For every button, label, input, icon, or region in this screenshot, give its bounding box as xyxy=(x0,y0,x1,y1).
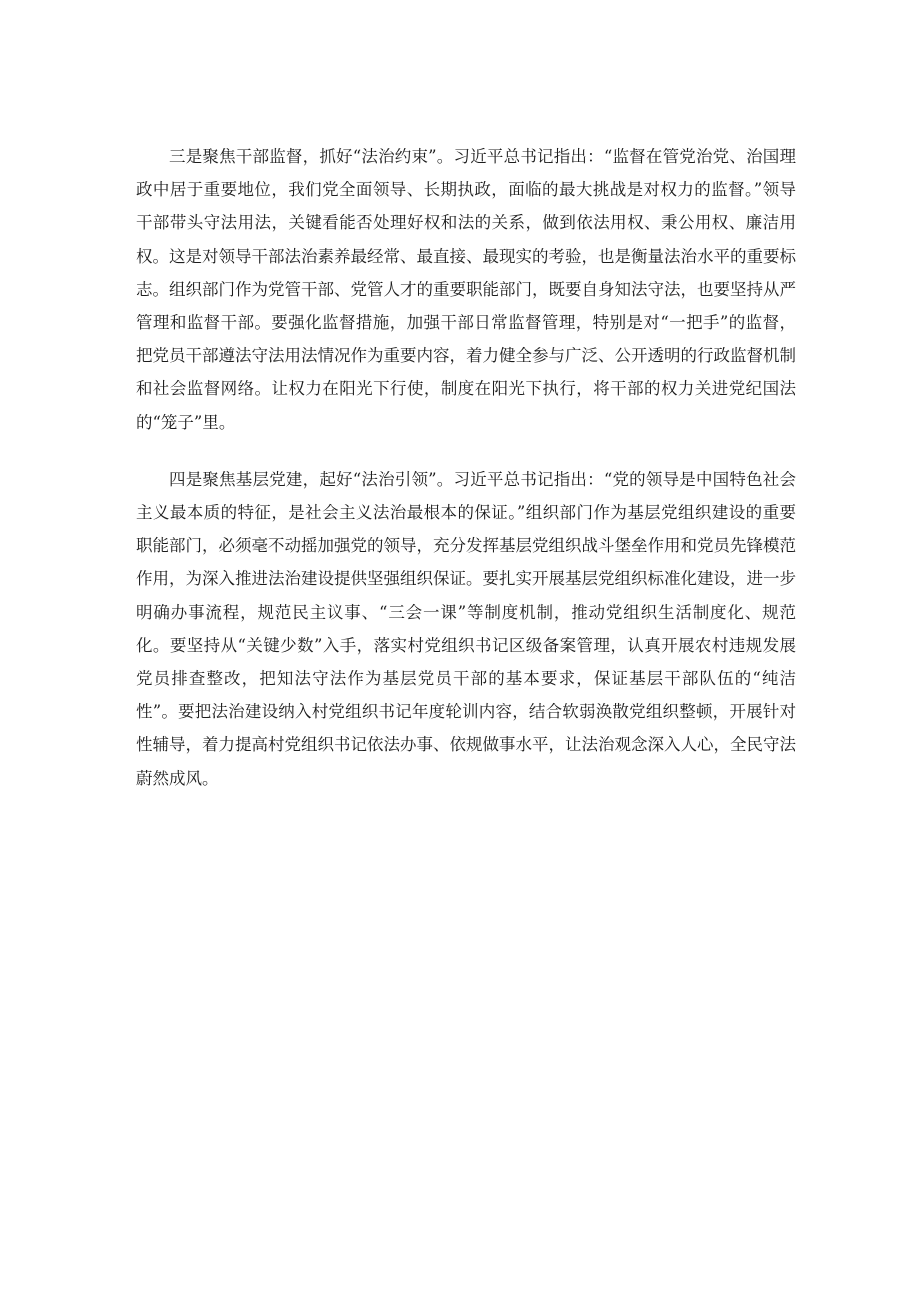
paragraph-grassroots-party-building: 四是聚焦基层党建，起好“法治引领”。习近平总书记指出：“党的领导是中国特色社会主义最本质的特征，是社会主义法治最根本的保证。”组织部门作为基层党组织建设的重要职能部门，必须毫不动摇加强党的领导，充分发挥基层党组织战斗堡垒作用和党员先锋模范作用，为深入推进法治建设提供坚强组织保证。要扎实开展基层党组织标准化建设，进一步明确办事流程，规范民主议事、“三会一课”等制度机制，推动党组织生活制度化、规范化。要坚持从“关键少数”入手，落实村党组织书记区级备案管理，认真开展农村违规发展党员排查整改，把知法守法作为基层党员干部的基本要求，保证基层干部队伍的“纯洁性”。要把法治建设纳入村党组织书记年度轮训内容，结合软弱涣散党组织整顿，开展针对性辅导，着力提高村党组织书记依法办事、依规做事水平，让法治观念深入人心，全民守法蔚然成风。 xyxy=(136,469,796,788)
document-body xyxy=(136,140,796,795)
paragraph-cadre-supervision: 三是聚焦干部监督，抓好“法治约束”。习近平总书记指出：“监督在管党治党、治国理政中居于重要地位，我们党全面领导、长期执政，面临的最大挑战是对权力的监督。”领导干部带头守法用法，关键看能否处理好权和法的关系，做到依法用权、秉公用权、廉洁用权。这是对领导干部法治素养最经常、最直接、最现实的考验，也是衡量法治水平的重要标志。组织部门作为党管干部、党管人才的重要职能部门，既要自身知法守法，也要坚持从严管理和监督干部。要强化监督措施，加强干部日常监督管理，特别是对“一把手”的监督，把党员干部遵法守法用法情况作为重要内容，着力健全参与广泛、公开透明的行政监督机制和社会监督网络。让权力在阳光下行使，制度在阳光下执行，将干部的权力关进党纪国法的“笼子”里。 xyxy=(136,147,796,432)
